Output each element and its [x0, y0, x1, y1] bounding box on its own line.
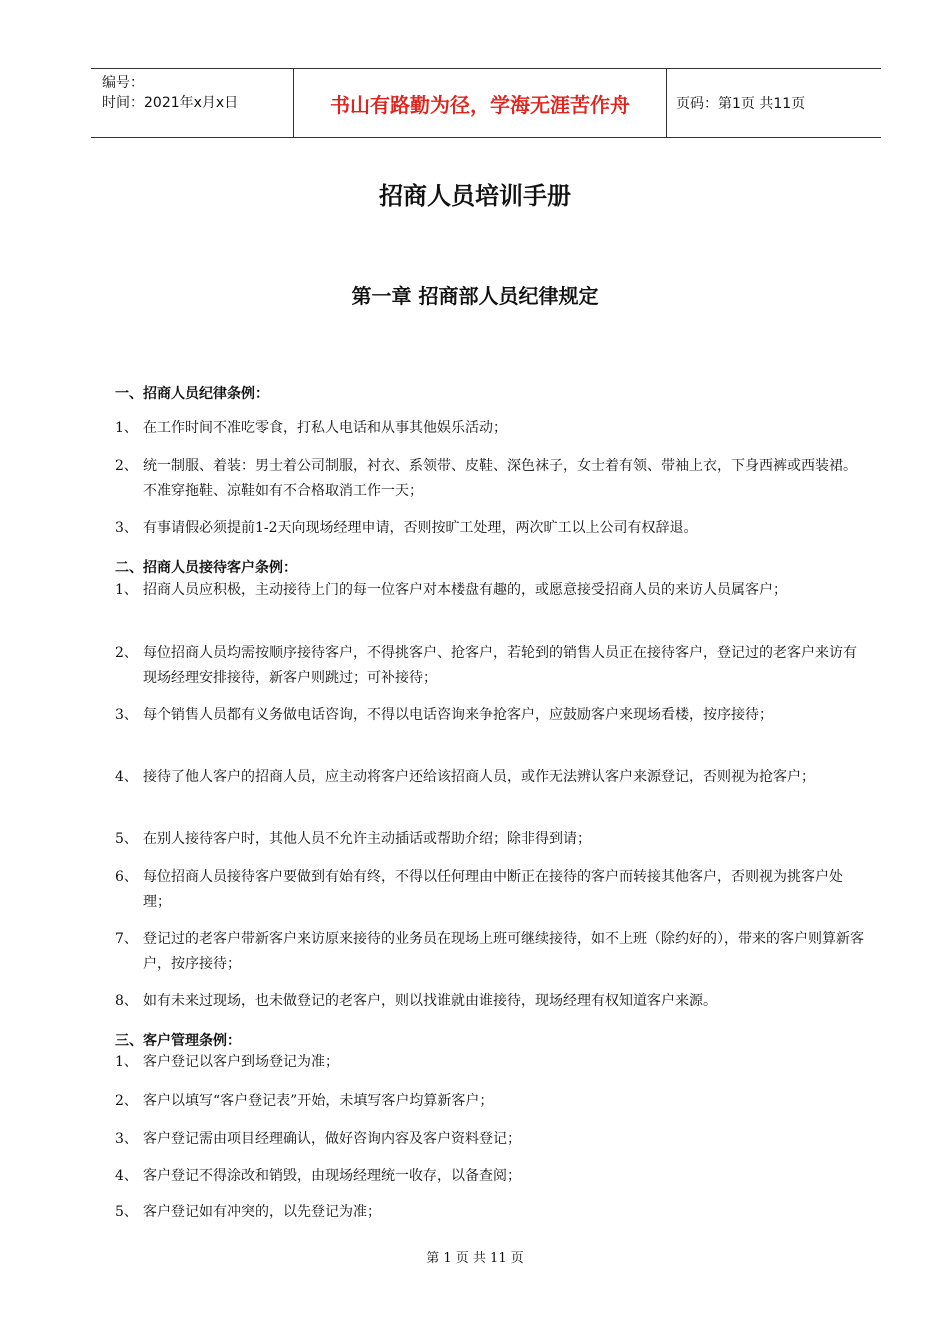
section-heading: 二、招商人员接待客户条例： — [115, 560, 297, 576]
item-number: 1、 — [115, 420, 138, 436]
item-number: 6、 — [115, 869, 138, 885]
item-number: 2、 — [115, 645, 138, 661]
serial-label: 编号： — [102, 75, 144, 91]
item-number: 4、 — [115, 1168, 138, 1184]
item-text: 客户登记以客户到场登记为准； — [143, 1054, 339, 1070]
item-text: 每位招商人员接待客户要做到有始有终，不得以任何理由中断正在接待的客户而转接其他客户，否则视为挑客户处理； — [143, 869, 843, 910]
item-number: 3、 — [115, 1131, 138, 1147]
item-text: 客户以填写“客户登记表”开始，未填写客户均算新客户； — [143, 1093, 494, 1109]
item-text: 在工作时间不准吃零食，打私人电话和从事其他娱乐活动； — [143, 420, 507, 436]
item-number: 7、 — [115, 931, 138, 947]
section-heading: 一、招商人员纪律条例： — [115, 386, 269, 402]
document-title: 招商人员培训手册 — [379, 182, 571, 210]
list-item — [115, 827, 867, 852]
item-text: 招商人员应积极，主动接待上门的每一位客户对本楼盘有趣的，或愿意接受招商人员的来访人员属客户； — [143, 582, 787, 598]
item-number: 3、 — [115, 520, 138, 536]
page-header — [91, 68, 881, 138]
list-item — [115, 1089, 867, 1114]
item-number: 4、 — [115, 769, 138, 785]
list-item — [115, 454, 867, 504]
item-number: 5、 — [115, 831, 138, 847]
item-number: 1、 — [115, 1054, 138, 1070]
item-text: 客户登记如有冲突的，以先登记为准； — [143, 1204, 381, 1220]
time-label: 时间：2021年x月x日 — [102, 95, 239, 111]
item-text: 客户登记需由项目经理确认，做好咨询内容及客户资料登记； — [143, 1131, 521, 1147]
list-item — [115, 1050, 867, 1075]
list-item — [115, 1127, 867, 1152]
item-text: 在别人接待客户时，其他人员不允许主动插话或帮助介绍；除非得到请； — [143, 831, 591, 847]
list-item — [115, 865, 867, 915]
chapter-title: 第一章 招商部人员纪律规定 — [351, 284, 599, 308]
header-motto: 书山有路勤为径，学海无涯苦作舟 — [330, 92, 630, 117]
item-text: 有事请假必须提前1-2天向现场经理申请，否则按旷工处理，两次旷工以上公司有权辞退。 — [143, 520, 698, 536]
item-text: 统一制服、着装：男士着公司制服，衬衣、系领带、皮鞋、深色袜子，女士着有领、带袖上衣，下身西裤或西装裙。不准穿拖鞋、凉鞋如有不合格取消工作一天； — [143, 458, 857, 499]
item-text: 客户登记不得涂改和销毁，由现场经理统一收存，以备查阅； — [143, 1168, 521, 1184]
list-item — [115, 927, 867, 977]
list-item — [115, 1200, 867, 1225]
header-page-info: 页码：第1页 共11页 — [676, 96, 806, 112]
header-meta — [102, 73, 238, 113]
header-divider — [666, 69, 667, 137]
item-text: 接待了他人客户的招商人员，应主动将客户还给该招商人员，或作无法辨认客户来源登记，否则视为抢客户； — [143, 769, 815, 785]
list-item — [115, 416, 867, 441]
page-footer: 第 1 页 共 11 页 — [426, 1251, 524, 1266]
item-text: 登记过的老客户带新客户来访原来接待的业务员在现场上班可继续接待，如不上班（除约好的），带来的客户则算新客户，按序接待； — [143, 931, 864, 972]
list-item — [115, 516, 867, 541]
item-number: 5、 — [115, 1204, 138, 1220]
item-number: 8、 — [115, 993, 138, 1009]
list-item — [115, 641, 867, 691]
item-text: 每位招商人员均需按顺序接待客户，不得挑客户、抢客户，若轮到的销售人员正在接待客户，登记过的老客户来访有现场经理安排接待，新客户则跳过；可补接待； — [143, 645, 857, 686]
section-heading: 三、客户管理条例： — [115, 1033, 241, 1049]
item-number: 3、 — [115, 707, 138, 723]
list-item — [115, 989, 867, 1014]
list-item — [115, 765, 867, 790]
item-number: 2、 — [115, 458, 138, 474]
list-item — [115, 1164, 867, 1189]
item-text: 如有未来过现场，也未做登记的老客户，则以找谁就由谁接待，现场经理有权知道客户来源。 — [143, 993, 717, 1009]
list-item — [115, 578, 867, 603]
item-text: 每个销售人员都有义务做电话咨询，不得以电话咨询来争抢客户，应鼓励客户来现场看楼，按序接待； — [143, 707, 773, 723]
list-item — [115, 703, 867, 728]
item-number: 2、 — [115, 1093, 138, 1109]
item-number: 1、 — [115, 582, 138, 598]
